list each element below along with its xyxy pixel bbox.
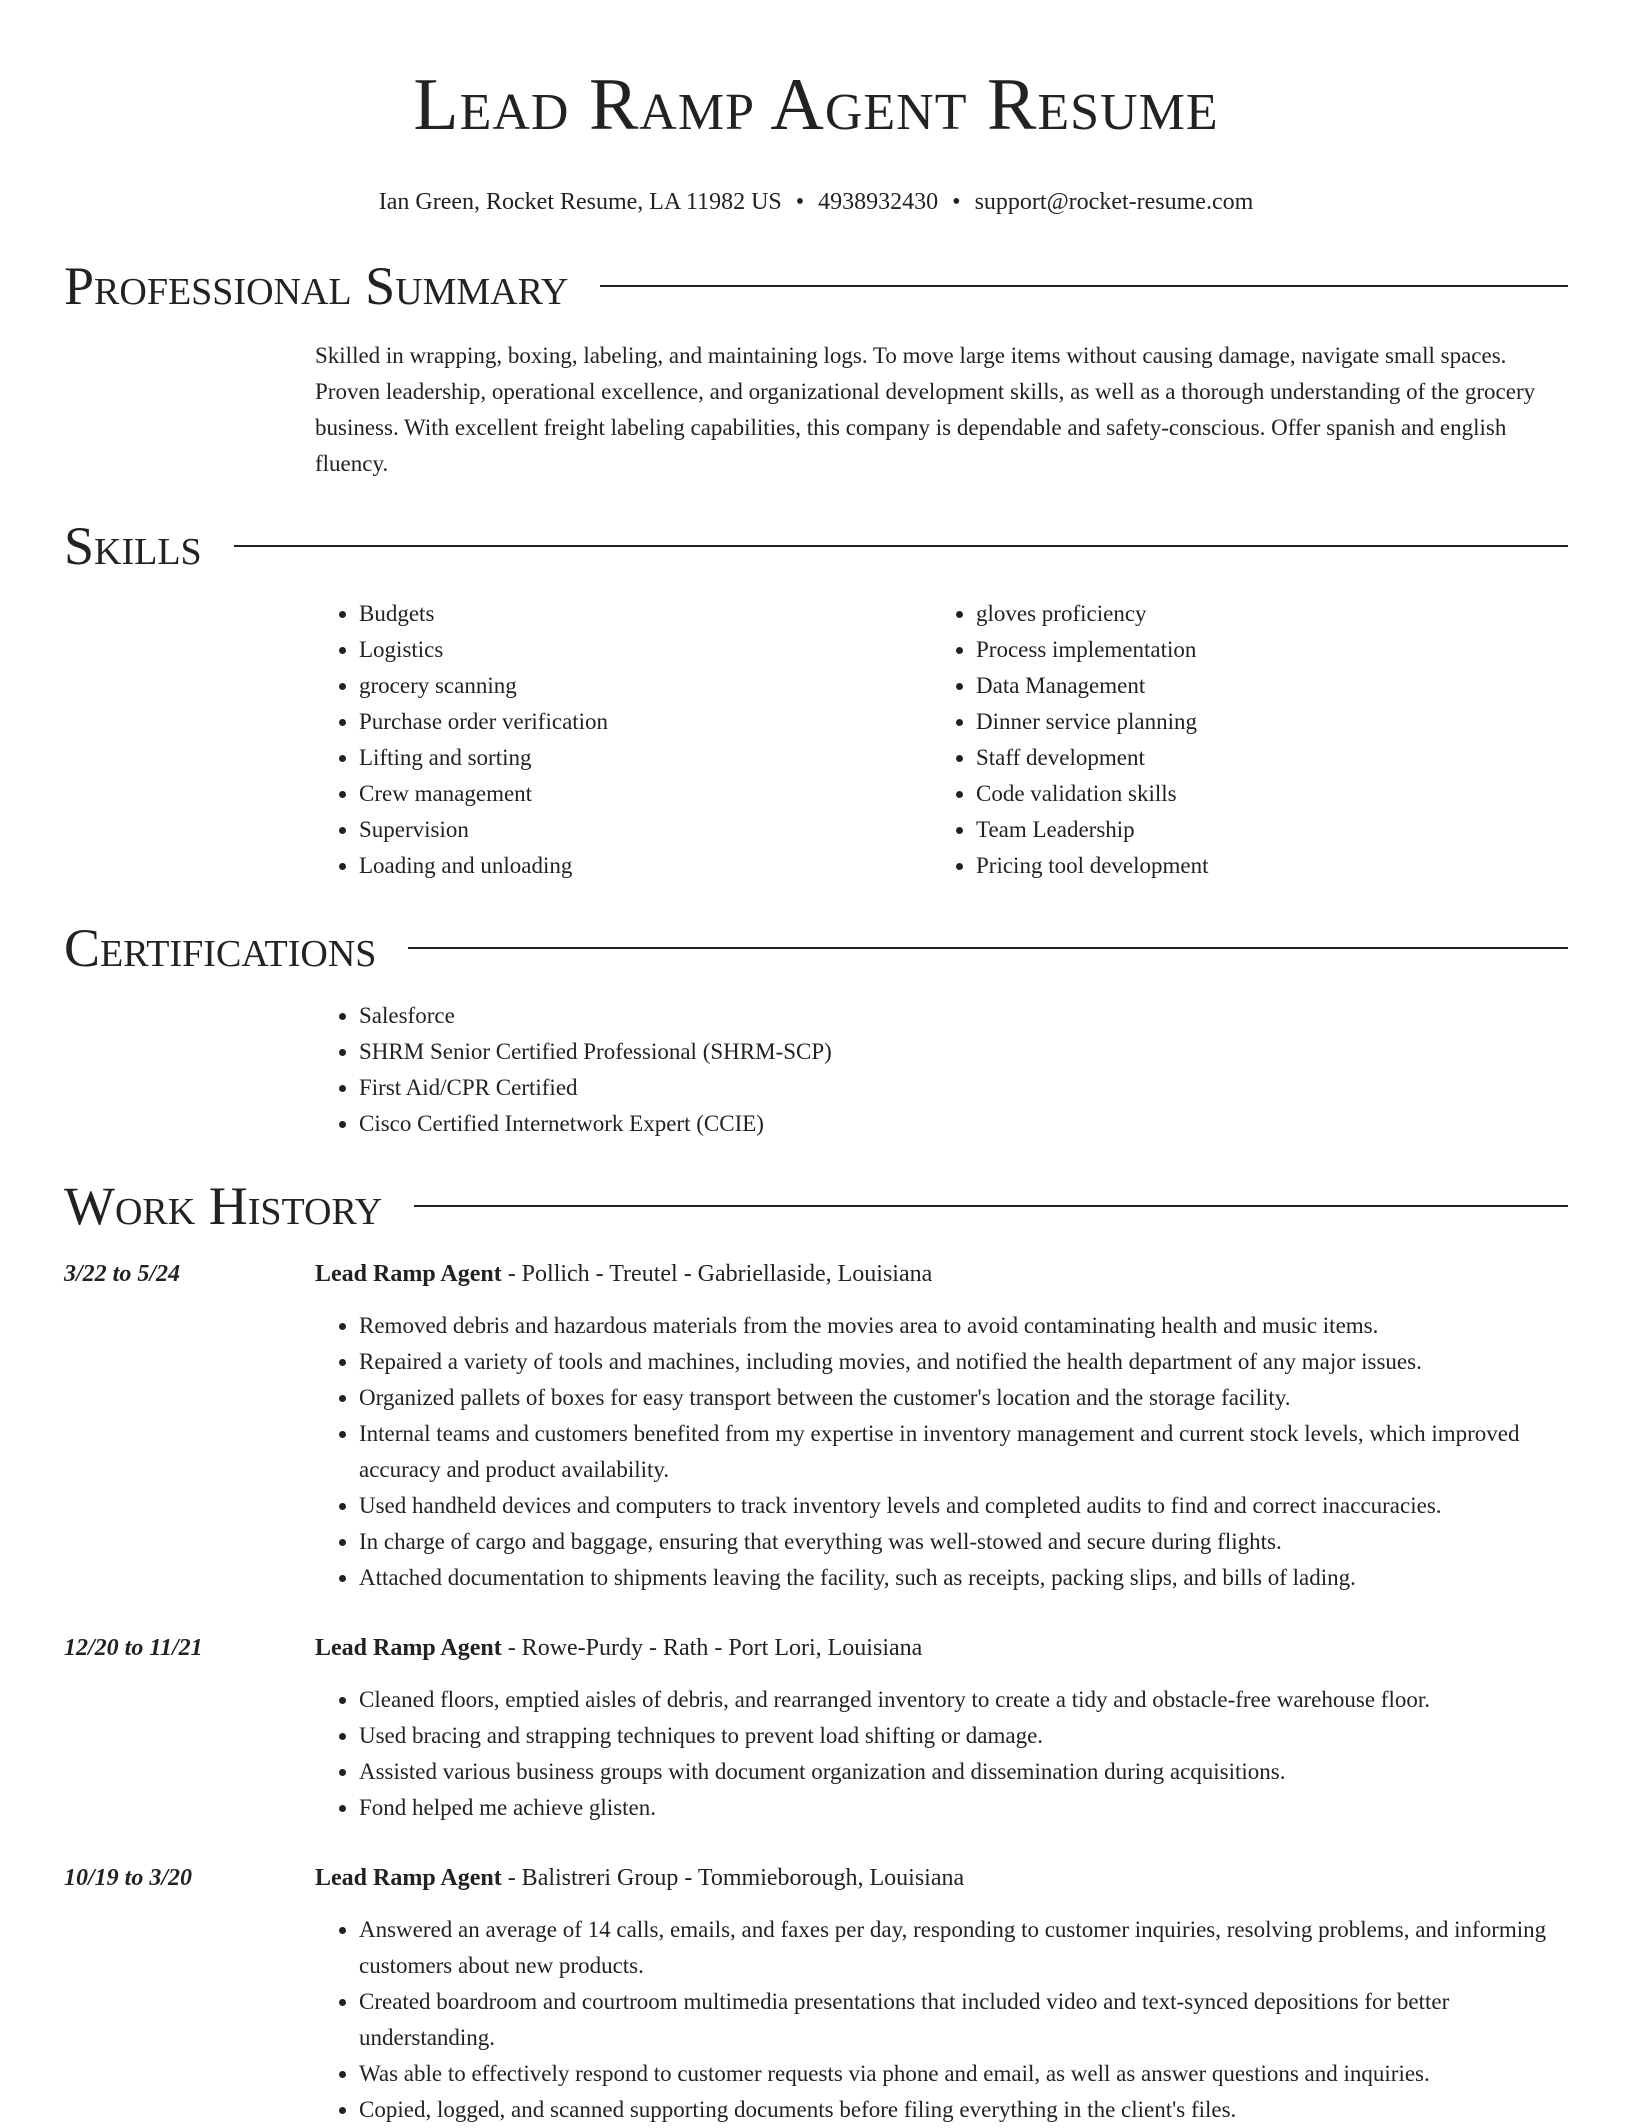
list-item: • Purchase order verification [359, 704, 932, 740]
work-history-list [64, 1256, 1568, 2128]
work-history-section-header [64, 1176, 1568, 1236]
summary-heading: Professional Summary [64, 256, 569, 316]
job-dates: 12/20 to 11/21 [64, 1635, 203, 1661]
contact-line [64, 186, 1568, 218]
job-dates: 3/22 to 5/24 [64, 1261, 181, 1287]
list-item: • SHRM Senior Certified Professional (SHRM-SCP) [359, 1034, 1568, 1070]
list-item: • Attached documentation to shipments leaving the facility, such as receipts, packing slips, and bills of lading. [359, 1560, 1568, 1596]
list-item: • Organized pallets of boxes for easy transport between the customer's location and the storage facility. [359, 1380, 1568, 1416]
summary-section-header [64, 256, 1568, 316]
list-item: • Answered an average of 14 calls, emails, and faxes per day, responding to customer inquiries, resolving problems, and informing customers about new products. [359, 1912, 1568, 1984]
list-item: • Team Leadership [976, 812, 1549, 848]
job-entry [64, 1860, 1568, 2128]
job-dates: 10/19 to 3/20 [64, 1865, 193, 1891]
list-item: • In charge of cargo and baggage, ensuring that everything was well-stowed and secure during flights. [359, 1524, 1568, 1560]
list-item: • Budgets [359, 596, 932, 632]
list-item: • Crew management [359, 776, 932, 812]
job-role: Lead Ramp Agent [315, 1635, 502, 1661]
list-item: • Used handheld devices and computers to track inventory levels and completed audits to find and correct inaccuracies. [359, 1488, 1568, 1524]
section-divider [408, 947, 1568, 949]
list-item: • Data Management [976, 668, 1549, 704]
job-title-line [315, 1860, 1568, 1896]
job-title-line [315, 1630, 1568, 1666]
list-item: • Copied, logged, and scanned supporting documents before filing everything in the client's files. [359, 2092, 1568, 2128]
list-item: • Supervision [359, 812, 932, 848]
list-item: • Process implementation [976, 632, 1549, 668]
contact-address: Ian Green, Rocket Resume, LA 11982 US [378, 189, 782, 215]
certifications-section-header [64, 918, 1568, 978]
work-history-heading: Work History [64, 1176, 383, 1236]
contact-email[interactable]: support@rocket-resume.com [974, 189, 1254, 215]
job-employer: - Pollich - Treutel - Gabriellaside, Louisiana [501, 1261, 933, 1287]
certifications-list [315, 998, 1568, 1142]
certifications-heading: Certifications [64, 918, 377, 978]
job-bullets [315, 1308, 1568, 1596]
job-role: Lead Ramp Agent [315, 1865, 502, 1891]
list-item: • Internal teams and customers benefited from my expertise in inventory management and current stock levels, which improved accuracy and product availability. [359, 1416, 1568, 1488]
skills-list-right [932, 596, 1549, 884]
summary-text: Skilled in wrapping, boxing, labeling, and maintaining logs. To move large items without causing damage, navigate small spaces. Proven leadership, operational excellence, and organizational development skills, as well as a thorough understanding of the grocery business. With excellent freight labeling capabilities, this company is dependable and safety-conscious. Offer spanish and english fluency. [315, 343, 1536, 476]
section-divider [234, 545, 1568, 547]
list-item: • gloves proficiency [976, 596, 1549, 632]
list-item: • Removed debris and hazardous materials from the movies area to avoid contaminating health and music items. [359, 1308, 1568, 1344]
list-item: • Loading and unloading [359, 848, 932, 884]
list-item: • Fond helped me achieve glisten. [359, 1790, 1568, 1826]
list-item: • Staff development [976, 740, 1549, 776]
job-details [315, 1256, 1568, 1596]
job-entry [64, 1630, 1568, 1826]
list-item: • Dinner service planning [976, 704, 1549, 740]
list-item: • Pricing tool development [976, 848, 1549, 884]
job-employer: - Balistreri Group - Tommieborough, Louisiana [501, 1865, 965, 1891]
skills-column-right [932, 596, 1549, 884]
skills-heading: Skills [64, 516, 202, 576]
list-item: • Salesforce [359, 998, 1568, 1034]
list-item: • Lifting and sorting [359, 740, 932, 776]
job-role: Lead Ramp Agent [315, 1261, 502, 1287]
job-entry [64, 1256, 1568, 1596]
list-item: • Used bracing and strapping techniques to prevent load shifting or damage. [359, 1718, 1568, 1754]
job-bullets [315, 1682, 1568, 1826]
job-details [315, 1630, 1568, 1826]
list-item: • Logistics [359, 632, 932, 668]
resume-page [64, 0, 1568, 2128]
list-item: • First Aid/CPR Certified [359, 1070, 1568, 1106]
job-employer: - Rowe-Purdy - Rath - Port Lori, Louisiana [501, 1635, 923, 1661]
section-divider [414, 1205, 1568, 1207]
job-bullets [315, 1912, 1568, 2128]
job-details [315, 1860, 1568, 2128]
contact-phone: 4938932430 [818, 189, 939, 215]
list-item: • Was able to effectively respond to customer requests via phone and email, as well as answer questions and inquiries. [359, 2056, 1568, 2092]
page-title: Lead Ramp Agent Resume [413, 64, 1219, 146]
contact-separator: • [795, 189, 805, 215]
skills-grid [315, 596, 1568, 884]
job-title-line [315, 1256, 1568, 1292]
section-divider [600, 285, 1568, 287]
contact-separator: • [952, 189, 961, 215]
list-item: • Cleaned floors, emptied aisles of debris, and rearranged inventory to create a tidy and obstacle-free warehouse floor. [359, 1682, 1568, 1718]
skills-column-left [315, 596, 932, 884]
list-item: • Code validation skills [976, 776, 1549, 812]
list-item: • Assisted various business groups with document organization and dissemination during acquisitions. [359, 1754, 1568, 1790]
skills-list-left [315, 596, 932, 884]
certifications-block [315, 998, 1568, 1142]
list-item: • Created boardroom and courtroom multimedia presentations that included video and text-synced depositions for better understanding. [359, 1984, 1568, 2056]
skills-section-header [64, 516, 1568, 576]
list-item: • Repaired a variety of tools and machines, including movies, and notified the health department of any major issues. [359, 1344, 1568, 1380]
list-item: • Cisco Certified Internetwork Expert (CCIE) [359, 1106, 1568, 1142]
list-item: • grocery scanning [359, 668, 932, 704]
